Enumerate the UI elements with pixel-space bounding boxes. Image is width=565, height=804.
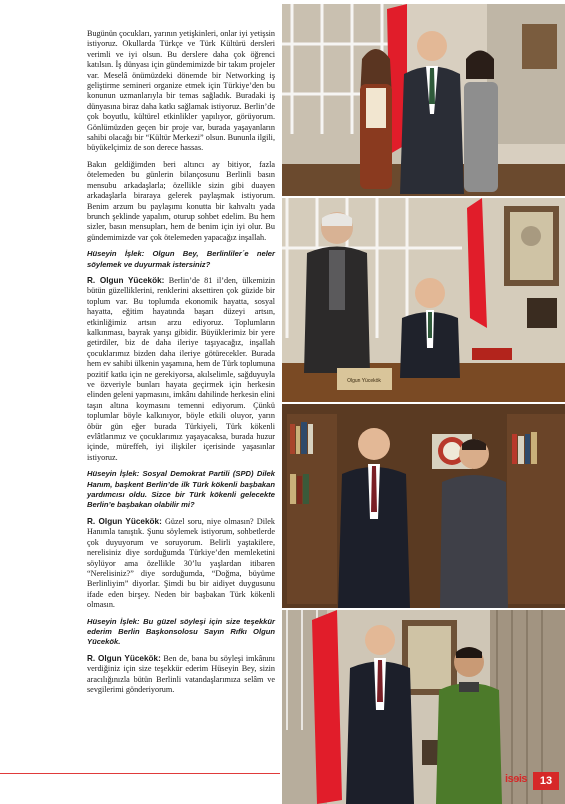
speaker-name: R. Olgun Yücekök: xyxy=(87,275,165,285)
magazine-logo: isɘis xyxy=(505,773,527,785)
photo-consul-with-two-women xyxy=(282,4,565,196)
interview-question: Hüseyin İşlek: Bu güzel söyleşi için size teşekkür ederim Berlin Başkonsolosu Sayın Rıfkı Olgun Yücekök. xyxy=(87,616,275,647)
photo-consul-with-older-man xyxy=(282,198,565,402)
paragraph: Bugünün çocukları, yarının yetişkinleri, onlar iyi yetişsin istiyoruz. Okullarda Türkçe ve Türk Kültürü dersleri verimli ve iyi olsun. Bu derslere daha çok öğrenci katılsın. İş dünyası için gündemimizde bir takım projeler var. Meselâ önümüzdeki dönemde bir Networking iş geliştirme semineri organize etmek için Türkiye’den bu konunun uzmanlarıyla bir temas sağladık. Buradaki iş dünyasına biraz daha katkı sağlamak istiyoruz. Berlin’de çok boyutlu, kültürel etkinlikler yapılıyor, görüyorum. Gönlümüzden geçen bir proje var, burada yaşayanların sahibi olacağı bir “Kültür Merkezi” olsun. Bununla ilgili, büyükelçimiz de son derece hassas. xyxy=(87,29,275,153)
page-number: 13 xyxy=(533,772,559,790)
answer-text: Berlin’de 81 il’den, ülkemizin bütün güzelliklerini, renklerini aksettiren çok güzide bir toplum var. Bu toplumda ekonomik hayatta, sosyal hayatta, eğitim hayatında başarı düzeyi artsın, etkinliğimiz artsın arzu ediyoruz. Toplumların kalkınması, bayrak yarışı gibidir. Büyüklerimiz bir yere getirdiler, biz de daha ileriye taşıyacağız, inşallah çocuklarımız bizden daha ileriye götürecekler. Burada hem ev sahibi ülkenin yaşamına, hem de Türk toplumuna pozitif katkı için ne gerekiyorsa, akılselimle, sağduyuyla ve özveriyle bunları hayata geçirmek için herkesin elinden geleni yapmasını, imkânı dahilinde herkesin elini taşın altına koymasını temenni ediyorum. Çünkü toplumlar böyle kalkınıyor, böyle etkili oluyor, yarın öbür gün eğer burada Türkiyeli, Türk kökenli evlâtlarımız ve çocuklarımız yaşayacaksa, burada huzur içinde, müreffeh, iyi ilişkiler içerisinde yaşasınlar istiyoruz. xyxy=(87,275,276,462)
speaker-name: R. Olgun Yücekök: xyxy=(87,516,162,526)
answer-text: Ben de, bana bu söyleşi imkânını verdiğiniz için size teşekkür ederim Hüseyin Bey, sizin aracılığınızla bütün Berlinli vatandaşlarımıza selâm ve sevgilerimi gönderiyorum. xyxy=(87,653,275,694)
answer-text: Güzel soru, niye olmasın? Dilek Hanımla tanıştık. Şunu söylemek istiyorum, sohbetlerde çok duyuyorum ve soruyorum. Belirli yaştakilere, nerelisiniz diye sorduğumda Türkiye’den memleketini söylüyor ama özellikle 30’lu yaşlardan itibaren “Nerelisiniz?” diye sorduğumda, “Doğma, büyüme Berlinliyim” diyorlar. Şimdi bu bir aidiyet duygusunu ifade eden birşey. Neden bir başbakan Türk kökenli olmasın. xyxy=(87,516,276,610)
desk-nameplate: Olgun Yücekök xyxy=(347,378,381,384)
article-body xyxy=(87,29,275,701)
paragraph: Bakın geldiğimden beri altıncı ay bitiyor, fazla ötelemeden bu günlerin bilançosunu Berlinli basın mensubu arkadaşlarla; özellikle sizin gibi duayen arkadaşlarla biraraya gelerek paylaşmak istiyorum. Benim arzum bu paylaşımı konutta bir kahvaltı yada brunch şeklinde yapalım, oturup sohbet edelim. Bu hem sizler, basın mensupları, hem de benim için iyi olur. Bu gündemimizde var çok ötelemeden yapacağız inşallah. xyxy=(87,159,275,242)
interview-answer xyxy=(87,654,275,696)
photo-consul-with-man-bookshelf xyxy=(282,404,565,608)
speaker-name: R. Olgun Yücekök: xyxy=(87,653,161,663)
interview-question: Hüseyin İşlek: Olgun Bey, Berlinliler´e neler söylemek ve duyurmak istersiniz? xyxy=(87,249,275,269)
interview-question: Hüseyin İşlek: Sosyal Demokrat Partili (SPD) Dilek Hanım, başkent Berlin’de ilk Türk kökenli başbakan yardımcısı oldu. Sizce bir Türk kökenli gelecekte Berlin’e başbakan olabilir mi? xyxy=(87,469,275,510)
footer-rule xyxy=(0,773,280,774)
interview-answer xyxy=(87,517,275,611)
interview-answer xyxy=(87,276,275,463)
